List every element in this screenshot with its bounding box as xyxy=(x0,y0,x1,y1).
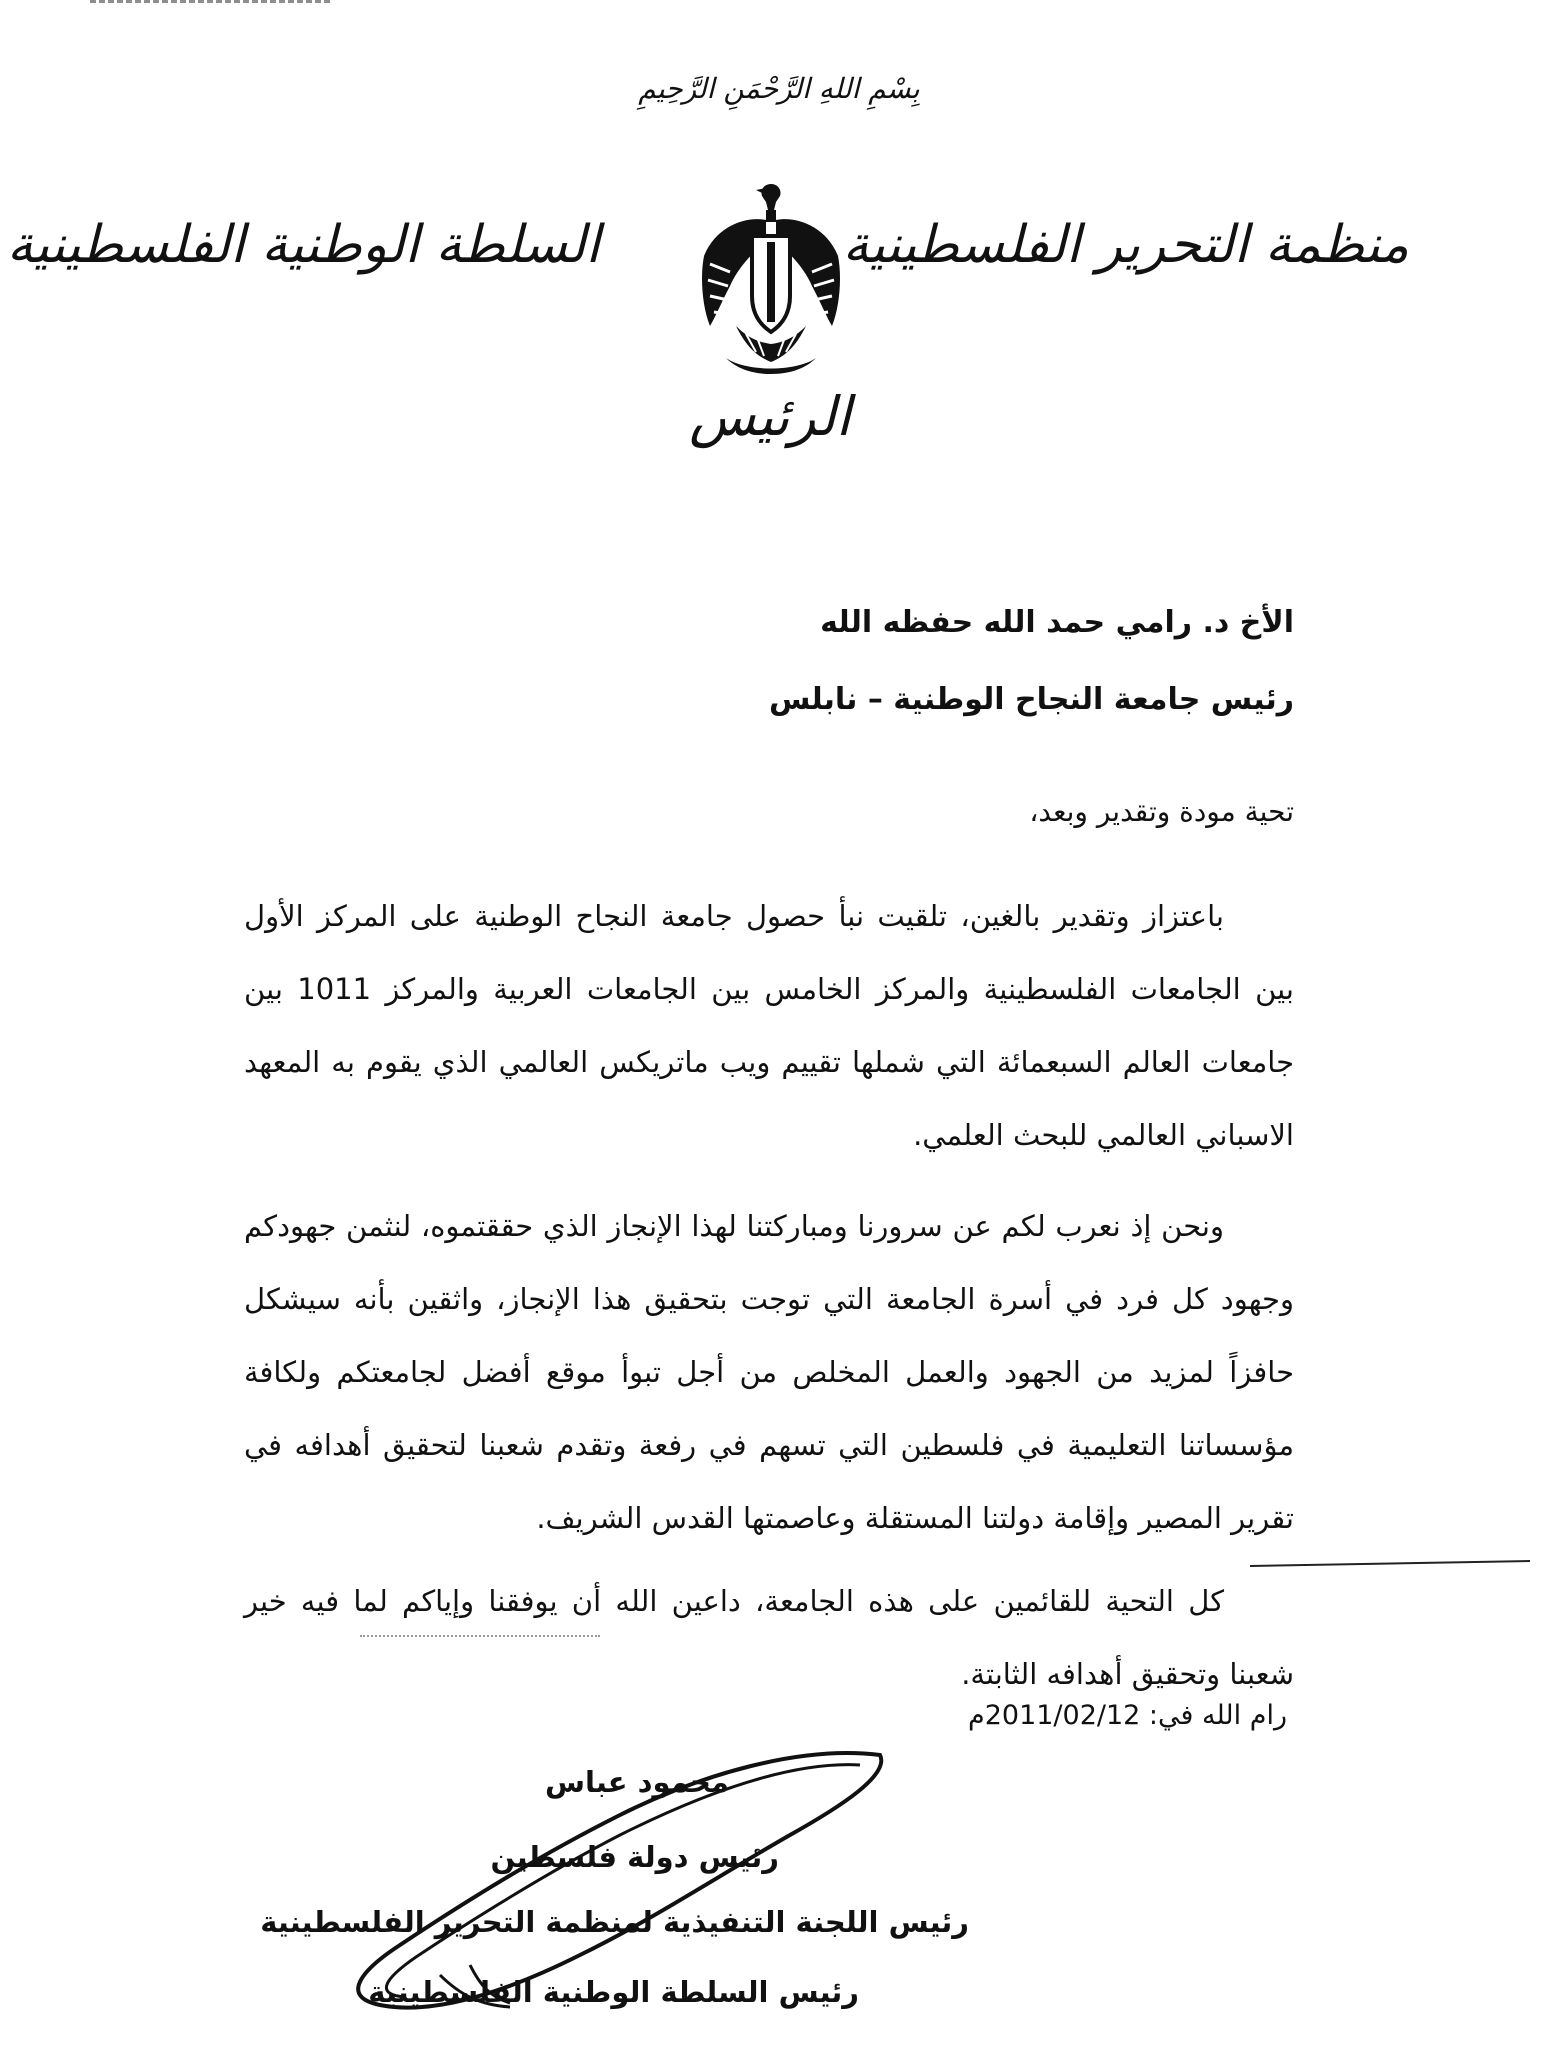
signatory-title-2: رئيس اللجنة التنفيذية لمنظمة التحرير الفلسطينية xyxy=(260,1905,969,1939)
paragraph-2 xyxy=(244,1190,1294,1555)
header-org-pna: السلطة الوطنية الفلسطينية xyxy=(6,215,600,275)
paragraph-1 xyxy=(244,880,1294,1172)
scan-dots xyxy=(360,1635,600,1643)
eagle-emblem-icon xyxy=(696,176,846,376)
paragraph-1-text: باعتزاز وتقدير بالغين، تلقيت نبأ حصول جامعة النجاح الوطنية على المركز الأول بين الجامعات الفلسطينية والمركز الخامس بين الجامعات العربية والمركز 1011 بين جامعات العالم السبعمائة التي شملها تقييم ويب ماتريكس العالمي الذي يقوم به المعهد الاسباني العالمي للبحث العلمي. xyxy=(244,899,1294,1152)
president-title: الرئيس xyxy=(689,385,851,448)
salutation: تحية مودة وتقدير وبعد، xyxy=(1029,795,1294,828)
dateline: رام الله في: 2011/02/12م xyxy=(968,1700,1287,1731)
signatory-title-3: رئيس السلطة الوطنية الفلسطينية xyxy=(368,1975,859,2009)
addressee-line2: رئيس جامعة النجاح الوطنية – نابلس xyxy=(768,682,1294,717)
paragraph-2-text: ونحن إذ نعرب لكم عن سرورنا ومباركتنا لهذا الإنجاز الذي حققتموه، لنثمن جهودكم وجهود كل فرد في أسرة الجامعة التي توجت بتحقيق هذا الإنجاز، واثقين بأنه سيشكل حافزاً لمزيد من الجهود والعمل المخلص من أجل تبوأ موقع أفضل لجامعتكم ولكافة مؤسساتنا التعليمية في فلسطين التي تسهم في رفعة وتقدم شعبنا لتحقيق أهدافه في تقرير المصير وإقامة دولتنا المستقلة وعاصمتها القدس الشريف. xyxy=(244,1209,1294,1535)
signatory-name: محمود عباس xyxy=(544,1765,729,1799)
header-org-plo: منظمة التحرير الفلسطينية xyxy=(842,215,1409,275)
bismillah: بِسْمِ اللهِ الرَّحْمَنِ الرَّحِيمِ xyxy=(638,72,920,105)
addressee-line1: الأخ د. رامي حمد الله حفظه الله xyxy=(820,605,1294,640)
handwritten-signature xyxy=(320,1735,920,2035)
scan-artifact xyxy=(90,0,330,13)
paragraph-3-text: كل التحية للقائمين على هذه الجامعة، داعين الله أن يوفقنا وإياكم لما فيه خير شعبنا وتحقيق أهدافه الثابتة. xyxy=(244,1584,1294,1691)
signatory-title-1: رئيس دولة فلسطين xyxy=(490,1840,779,1874)
